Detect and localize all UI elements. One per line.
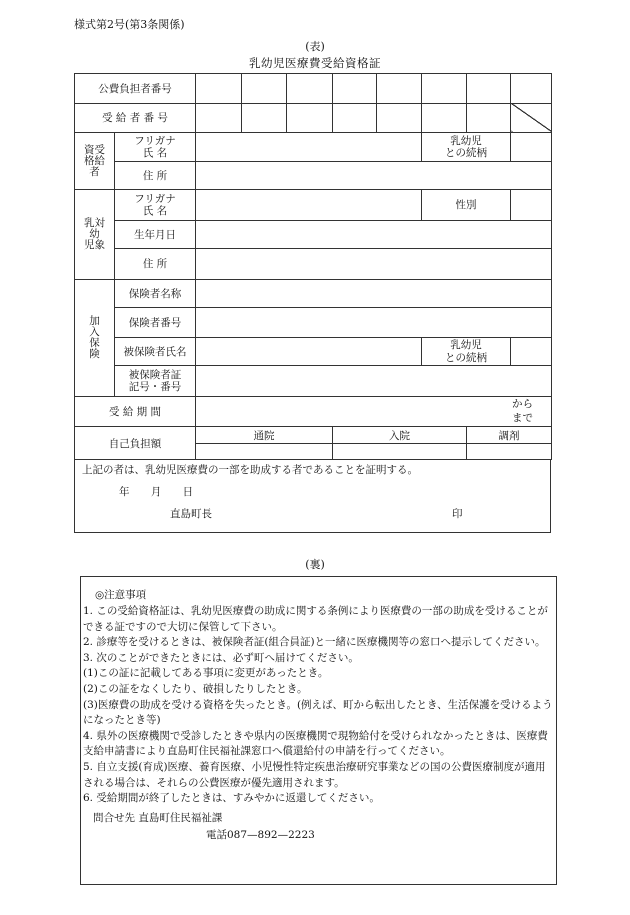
note-item: 4. 県外の医療機関で受診したときや県内の医療機関で現物給付を受けられなかったときは、医療費支給申請書により直島町住民福祉課窓口へ償還給付の申請を行ってください。 [83,729,548,758]
payer-number-digit[interactable] [196,74,242,104]
insurer-number-label: 保険者番号 [115,308,196,338]
contact-phone: 電話087—892—2223 [206,829,315,841]
recipient-number-label: 受 給 者 番 号 [75,103,196,133]
note-item: 3. 次のことができたときには、必ず町へ届けてください。 [83,651,359,664]
period-from-text: から [512,398,533,411]
child-gender-label: 性別 [422,190,511,221]
note-item: 1. この受給資格証は、乳幼児医療費の助成に関する条例により医療費の一部の助成を受けることができる証ですので大切に保管して下さい。 [83,605,548,633]
copay-inpatient-field[interactable] [333,443,467,459]
recipient-group-label: 資受 格給 者 [75,133,115,190]
period-to-text: まで [512,411,533,424]
child-furigana-name-label: フリガナ 氏 名 [115,190,196,221]
note-item: (1)この証に記載してある事項に変更があったとき。 [83,667,329,680]
recipient-number-digit[interactable] [467,103,511,133]
copay-pharmacy-field[interactable] [467,443,552,459]
recipient-address-field[interactable] [196,161,552,190]
note-item: 5. 自立支援(育成)医療、養育医療、小児慢性特定疾患治療研究事業などの国の公費医療制度が適用される場合は、それらの公費医療が優先適用されます。 [83,760,546,789]
recipient-name-field[interactable] [196,133,422,162]
form-number-label: 様式第2号(第3条関係) [74,18,185,31]
certificate-table [74,73,552,460]
insurer-name-field[interactable] [196,279,552,308]
recipient-furigana-name-label: フリガナ 氏 名 [115,133,196,162]
recipient-number-diagonal-cell [511,103,552,133]
recipient-number-digit[interactable] [333,103,377,133]
child-name-field[interactable] [196,190,422,221]
recipient-relation-field[interactable] [511,133,552,162]
seal-mark: 印 [452,508,463,520]
note-item: 6. 受給期間が終了したときは、すみやかに返還してください。 [83,792,380,805]
copay-outpatient-field[interactable] [196,443,333,459]
copay-outpatient-label: 通院 [196,427,333,443]
child-address-field[interactable] [196,249,552,280]
child-address-label: 住 所 [115,249,196,280]
payer-number-digit[interactable] [242,74,287,104]
recipient-number-digit[interactable] [196,103,242,133]
certification-date: 年 月 日 [119,486,194,498]
payer-number-label: 公費負担者番号 [75,74,196,104]
insurer-number-field[interactable] [196,308,552,338]
payer-number-digit[interactable] [422,74,467,104]
payer-number-digit[interactable] [467,74,511,104]
insurer-name-label: 保険者名称 [115,279,196,308]
certification-section [74,460,551,533]
child-birthdate-label: 生年月日 [115,220,196,249]
payer-number-digit[interactable] [333,74,377,104]
insured-name-label: 被保険者氏名 [115,337,196,366]
benefit-period-label: 受 給 期 間 [75,396,196,427]
notes-list [83,604,555,807]
notes-box [80,576,557,885]
copay-inpatient-label: 入院 [333,427,467,443]
payer-number-digit[interactable] [377,74,422,104]
notes-heading: ◎注意事項 [95,589,147,601]
note-item: (3)医療費の助成を受ける資格を失ったとき。(例えば、町から転出したとき、生活保護を受けるようになったとき等) [83,698,553,727]
recipient-address-label: 住 所 [115,161,196,190]
child-gender-field[interactable] [511,190,552,221]
recipient-number-digit[interactable] [287,103,333,133]
recipient-relation-label: 乳幼児 との続柄 [422,133,511,162]
payer-number-digit[interactable] [287,74,333,104]
recipient-number-digit[interactable] [242,103,287,133]
certification-statement: 上記の者は、乳幼児医療費の一部を助成する者であることを証明する。 [82,464,418,476]
insured-name-field[interactable] [196,337,422,366]
back-side-title: (裏) [305,558,325,571]
insured-relation-field[interactable] [511,337,552,366]
front-side-title: (表) [305,40,325,53]
child-group-label: 乳対 幼 児象 [75,190,115,280]
contact-info: 問合せ先 直島町住民福祉課 [93,812,223,824]
note-item: 2. 診療等を受けるときは、被保険者証(組合員証)と一緒に医療機関等の窓口へ提示してください。 [83,636,546,649]
insured-card-label: 被保険者証 記号・番号 [115,366,196,397]
certificate-title: 乳幼児医療費受給資格証 [249,56,381,70]
issuer-mayor: 直島町長 [170,508,212,520]
benefit-period-field[interactable] [196,396,552,427]
copay-pharmacy-label: 調剤 [467,427,552,443]
copay-label: 自己負担額 [75,427,196,460]
child-birthdate-field[interactable] [196,220,552,249]
note-item: (2)この証をなくしたり、破損したりしたとき。 [83,682,308,695]
insurance-group-label: 加 入 保 険 [75,279,115,396]
recipient-number-digit[interactable] [377,103,422,133]
payer-number-digit[interactable] [511,74,552,104]
recipient-number-digit[interactable] [422,103,467,133]
insured-relation-label: 乳幼児 との続柄 [422,337,511,366]
insured-card-field[interactable] [196,366,552,397]
